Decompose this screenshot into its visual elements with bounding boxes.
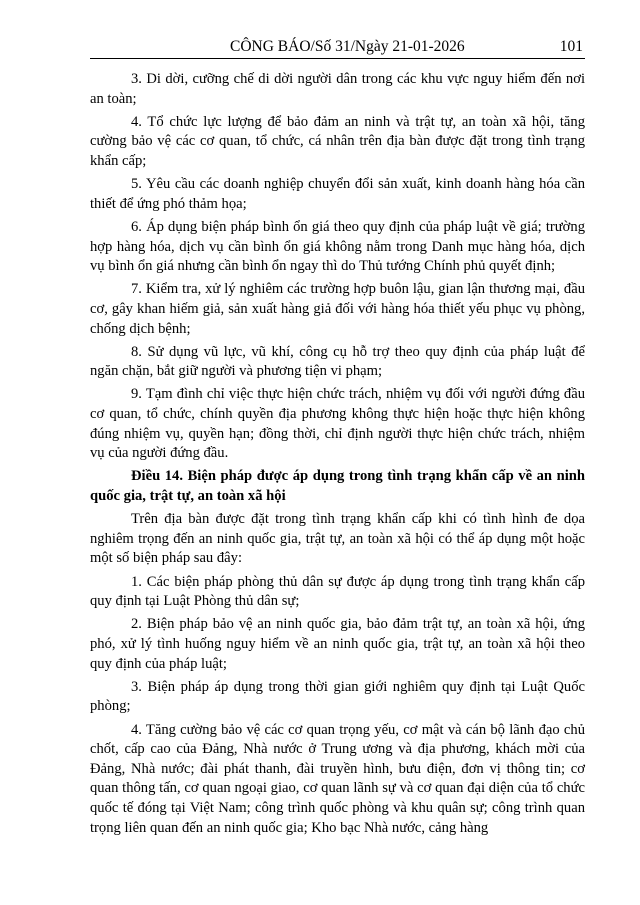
page-number: 101 bbox=[559, 38, 583, 55]
document-body bbox=[90, 70, 585, 842]
article-heading: Điều 14. Biện pháp được áp dụng trong tình trạng khẩn cấp về an ninh quốc gia, trật tự, an toàn xã hội bbox=[90, 468, 585, 505]
paragraph: 9. Tạm đình chỉ việc thực hiện chức trách, nhiệm vụ đối với người đứng đầu cơ quan, tổ chức, chính quyền địa phương không thực hiện hoặc thực hiện không đúng nhiệm vụ, quyền hạn; đồng thời, chỉ định người thực hiện chức trách, nhiệm vụ của người đứng đầu. bbox=[90, 386, 585, 462]
article-paragraph: 1. Các biện pháp phòng thủ dân sự được áp dụng trong tình trạng khẩn cấp quy định tại Luật Phòng thủ dân sự; bbox=[90, 573, 585, 610]
paragraph: 6. Áp dụng biện pháp bình ổn giá theo quy định của pháp luật về giá; trường hợp hàng hóa, dịch vụ cần bình ổn giá không nằm trong Danh mục hàng hóa, dịch vụ bình ổn giá nhưng cần bình ổn ngay thì do Thủ tướng Chính phủ quyết định; bbox=[90, 218, 585, 275]
article-paragraph: 4. Tăng cường bảo vệ các cơ quan trọng yếu, cơ mật và cán bộ lãnh đạo chủ chốt, cấp cao của Đảng, Nhà nước ở Trung ương và địa phương, khách mời của Đảng, Nhà nước; đài phát thanh, đài truyền hình, bưu điện, đơn vị thông tin; cơ quan thông tấn, cơ quan ngoại giao, cơ quan lãnh sự và cơ quan đại diện của tổ chức quốc tế đóng tại Việt Nam; công trình quốc phòng và khu quân sự; công trình quan trọng liên quan đến an ninh quốc gia; Kho bạc Nhà nước, cảng hàng bbox=[90, 721, 585, 836]
article-paragraph: 2. Biện pháp bảo vệ an ninh quốc gia, bảo đảm trật tự, an toàn xã hội, ứng phó, xử lý tình huống nguy hiểm về an ninh quốc gia, trật tự, an toàn xã hội theo quy định của pháp luật; bbox=[90, 616, 585, 672]
paragraph: 7. Kiểm tra, xử lý nghiêm các trường hợp buôn lậu, gian lận thương mại, đầu cơ, gây khan hiếm giả, sản xuất hàng giả đối với hàng hóa thiết yếu phục vụ phòng, chống dịch bệnh; bbox=[90, 281, 585, 337]
article-intro: Trên địa bàn được đặt trong tình trạng khẩn cấp khi có tình hình đe dọa nghiêm trọng đến an ninh quốc gia, trật tự, an toàn xã hội có thể áp dụng một hoặc một số biện pháp sau đây: bbox=[90, 511, 585, 567]
paragraph: 5. Yêu cầu các doanh nghiệp chuyển đổi sản xuất, kinh doanh hàng hóa cần thiết để ứng phó thảm họa; bbox=[90, 176, 585, 212]
gazette-title: CÔNG BÁO/Số 31/Ngày 21-01-2026 bbox=[230, 38, 465, 55]
paragraph: 4. Tổ chức lực lượng để bảo đảm an ninh và trật tự, an toàn xã hội, tăng cường bảo vệ các cơ quan, tổ chức, cá nhân trên địa bàn được đặt trong tình trạng khẩn cấp; bbox=[90, 113, 585, 169]
paragraph: 3. Di dời, cưỡng chế di dời người dân trong các khu vực nguy hiểm đến nơi an toàn; bbox=[90, 71, 585, 107]
page-header bbox=[90, 30, 585, 59]
article-paragraph: 3. Biện pháp áp dụng trong thời gian giới nghiêm quy định tại Luật Quốc phòng; bbox=[90, 678, 585, 715]
paragraph: 8. Sử dụng vũ lực, vũ khí, công cụ hỗ trợ theo quy định của pháp luật để ngăn chặn, bắt giữ người và phương tiện vi phạm; bbox=[90, 343, 585, 380]
